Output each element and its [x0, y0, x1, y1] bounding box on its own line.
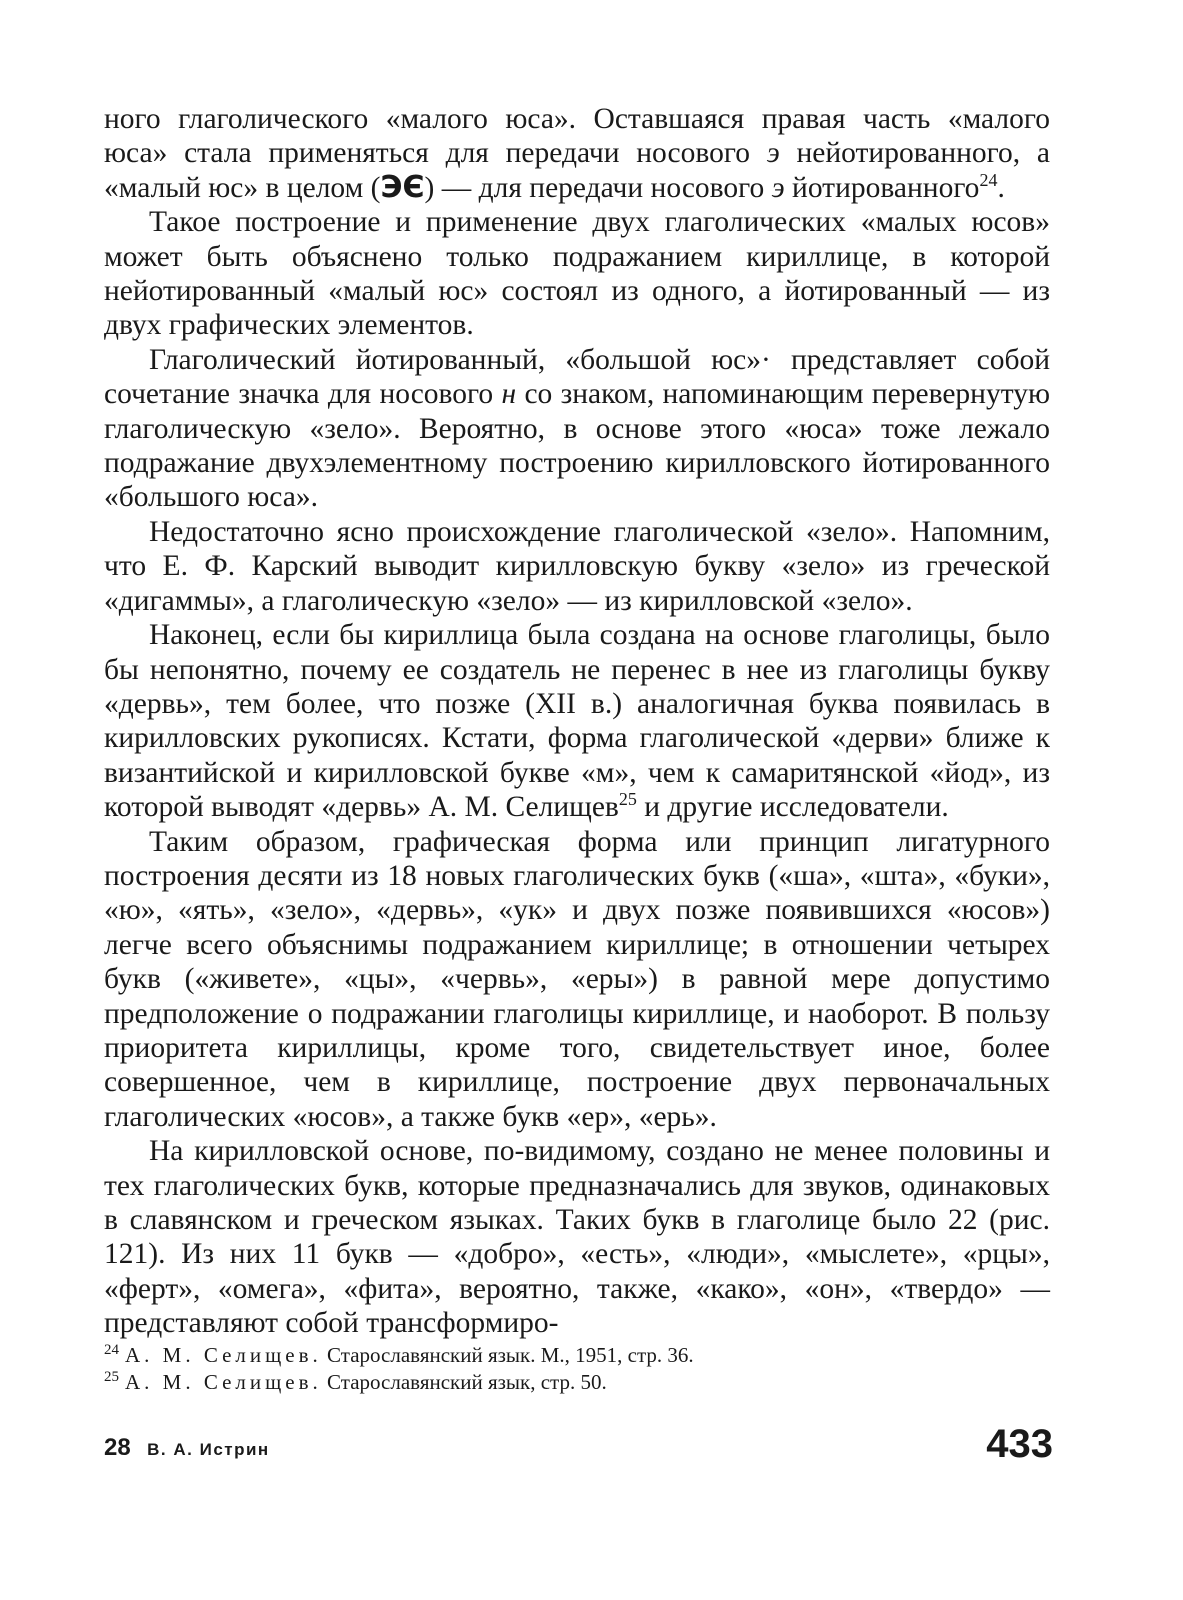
footnote-ref-25[interactable]: 25 — [618, 789, 637, 810]
glagolitic-little-yus-glyph: ЭЄ — [380, 169, 425, 205]
footnotes — [104, 1342, 1050, 1396]
signature-number: 28 — [104, 1434, 131, 1461]
paragraph-3: Глаголический йотированный, «большой юс»· представляет собой сочетание значка для носового н со знаком, напоминающим перевернутую глаголическую «зело». Вероятно, в основе этого «юса» тоже лежало подражание двухэлементному построению кирилловского йотированного «большого юса». — [104, 343, 1051, 514]
paragraph-2: Такое построение и применение двух глаголических «малых юсов» может быть объяснено только подражанием кириллице, в которой нейотированный «малый юс» состоял из одного, а йотированный — из двух графических элементов. — [104, 206, 1050, 342]
footnote-24: $^{24}$ А. М. Селищев. Старославянский язык. М., 1951, стр. 36. — [104, 1342, 694, 1367]
paragraph-1: ного глаголического «малого юса». Оставшаяся правая часть «малого юса» стала применяться для передачи носового э нейотированного, а «малый юс» в целом (ЭЄ) — для передачи носового э йотированного$^{24}$. — [104, 103, 1051, 205]
page-number: 433 — [986, 1422, 1053, 1466]
footnote-25: $^{25}$ А. М. Селищев. Старославянский язык, стр. 50. — [104, 1369, 607, 1394]
paragraph-5: Наконец, если бы кириллица была создана на основе глаголицы, было бы непонятно, почему ее создатель не перенес в нее из глаголицы букву «дервь», тем более, что позже (XII в.) аналогичная буква появилась в кирилловских рукописях. Кстати, форма глаголической «дерви» ближе к византийской и кирилловской букве «м», чем к самаритянской «йод», из которой выводят «дервь» А. М. Селищев$^{25}$ и другие исследователи. — [104, 619, 1050, 824]
paragraph-6: Таким образом, графическая форма или принцип лигатурного построения десяти из 18 новых глаголических букв («ша», «шта», «буки», «ю», «ять», «зело», «дервь», «ук» и двух позже появившихся «юсов») легче всего объяснимы подражанием кириллице; в отношении четырех букв («живете», «цы», «червь», «еры») в равной мере допустимо предположение о подражании глаголицы кириллице, и наоборот. В пользу приоритета кириллицы, кроме того, свидетельствует иное, более совершенное, чем в кириллице, построение двух первоначальных глаголических «юсов», а также букв «ер», «ерь». — [104, 825, 1050, 1133]
signature-line — [104, 1434, 270, 1462]
main-text — [104, 102, 1050, 1341]
author-name: В. А. Истрин — [147, 1440, 270, 1459]
paragraph-7: На кирилловской основе, по-видимому, создано не менее половины и тех глаголических букв, которые предназначались для звуков, одинаковых в славянском и греческом языках. Таких букв в глаголице было 22 (рис. 121). Из них 11 букв — «добро», «есть», «люди», «мыслете», «рцы», «ферт», «омега», «фита», вероятно, также, «како», «он», «твердо» — представляют собой трансформиро- — [104, 1135, 1050, 1340]
paragraph-4: Недостаточно ясно происхождение глаголической «зело». Напомним, что Е. Ф. Карский выводит кирилловскую букву «зело» из греческой «дигаммы», а глаголическую «зело» — из кирилловской «зело». — [104, 515, 1050, 617]
footnote-ref-24[interactable]: 24 — [979, 169, 998, 190]
